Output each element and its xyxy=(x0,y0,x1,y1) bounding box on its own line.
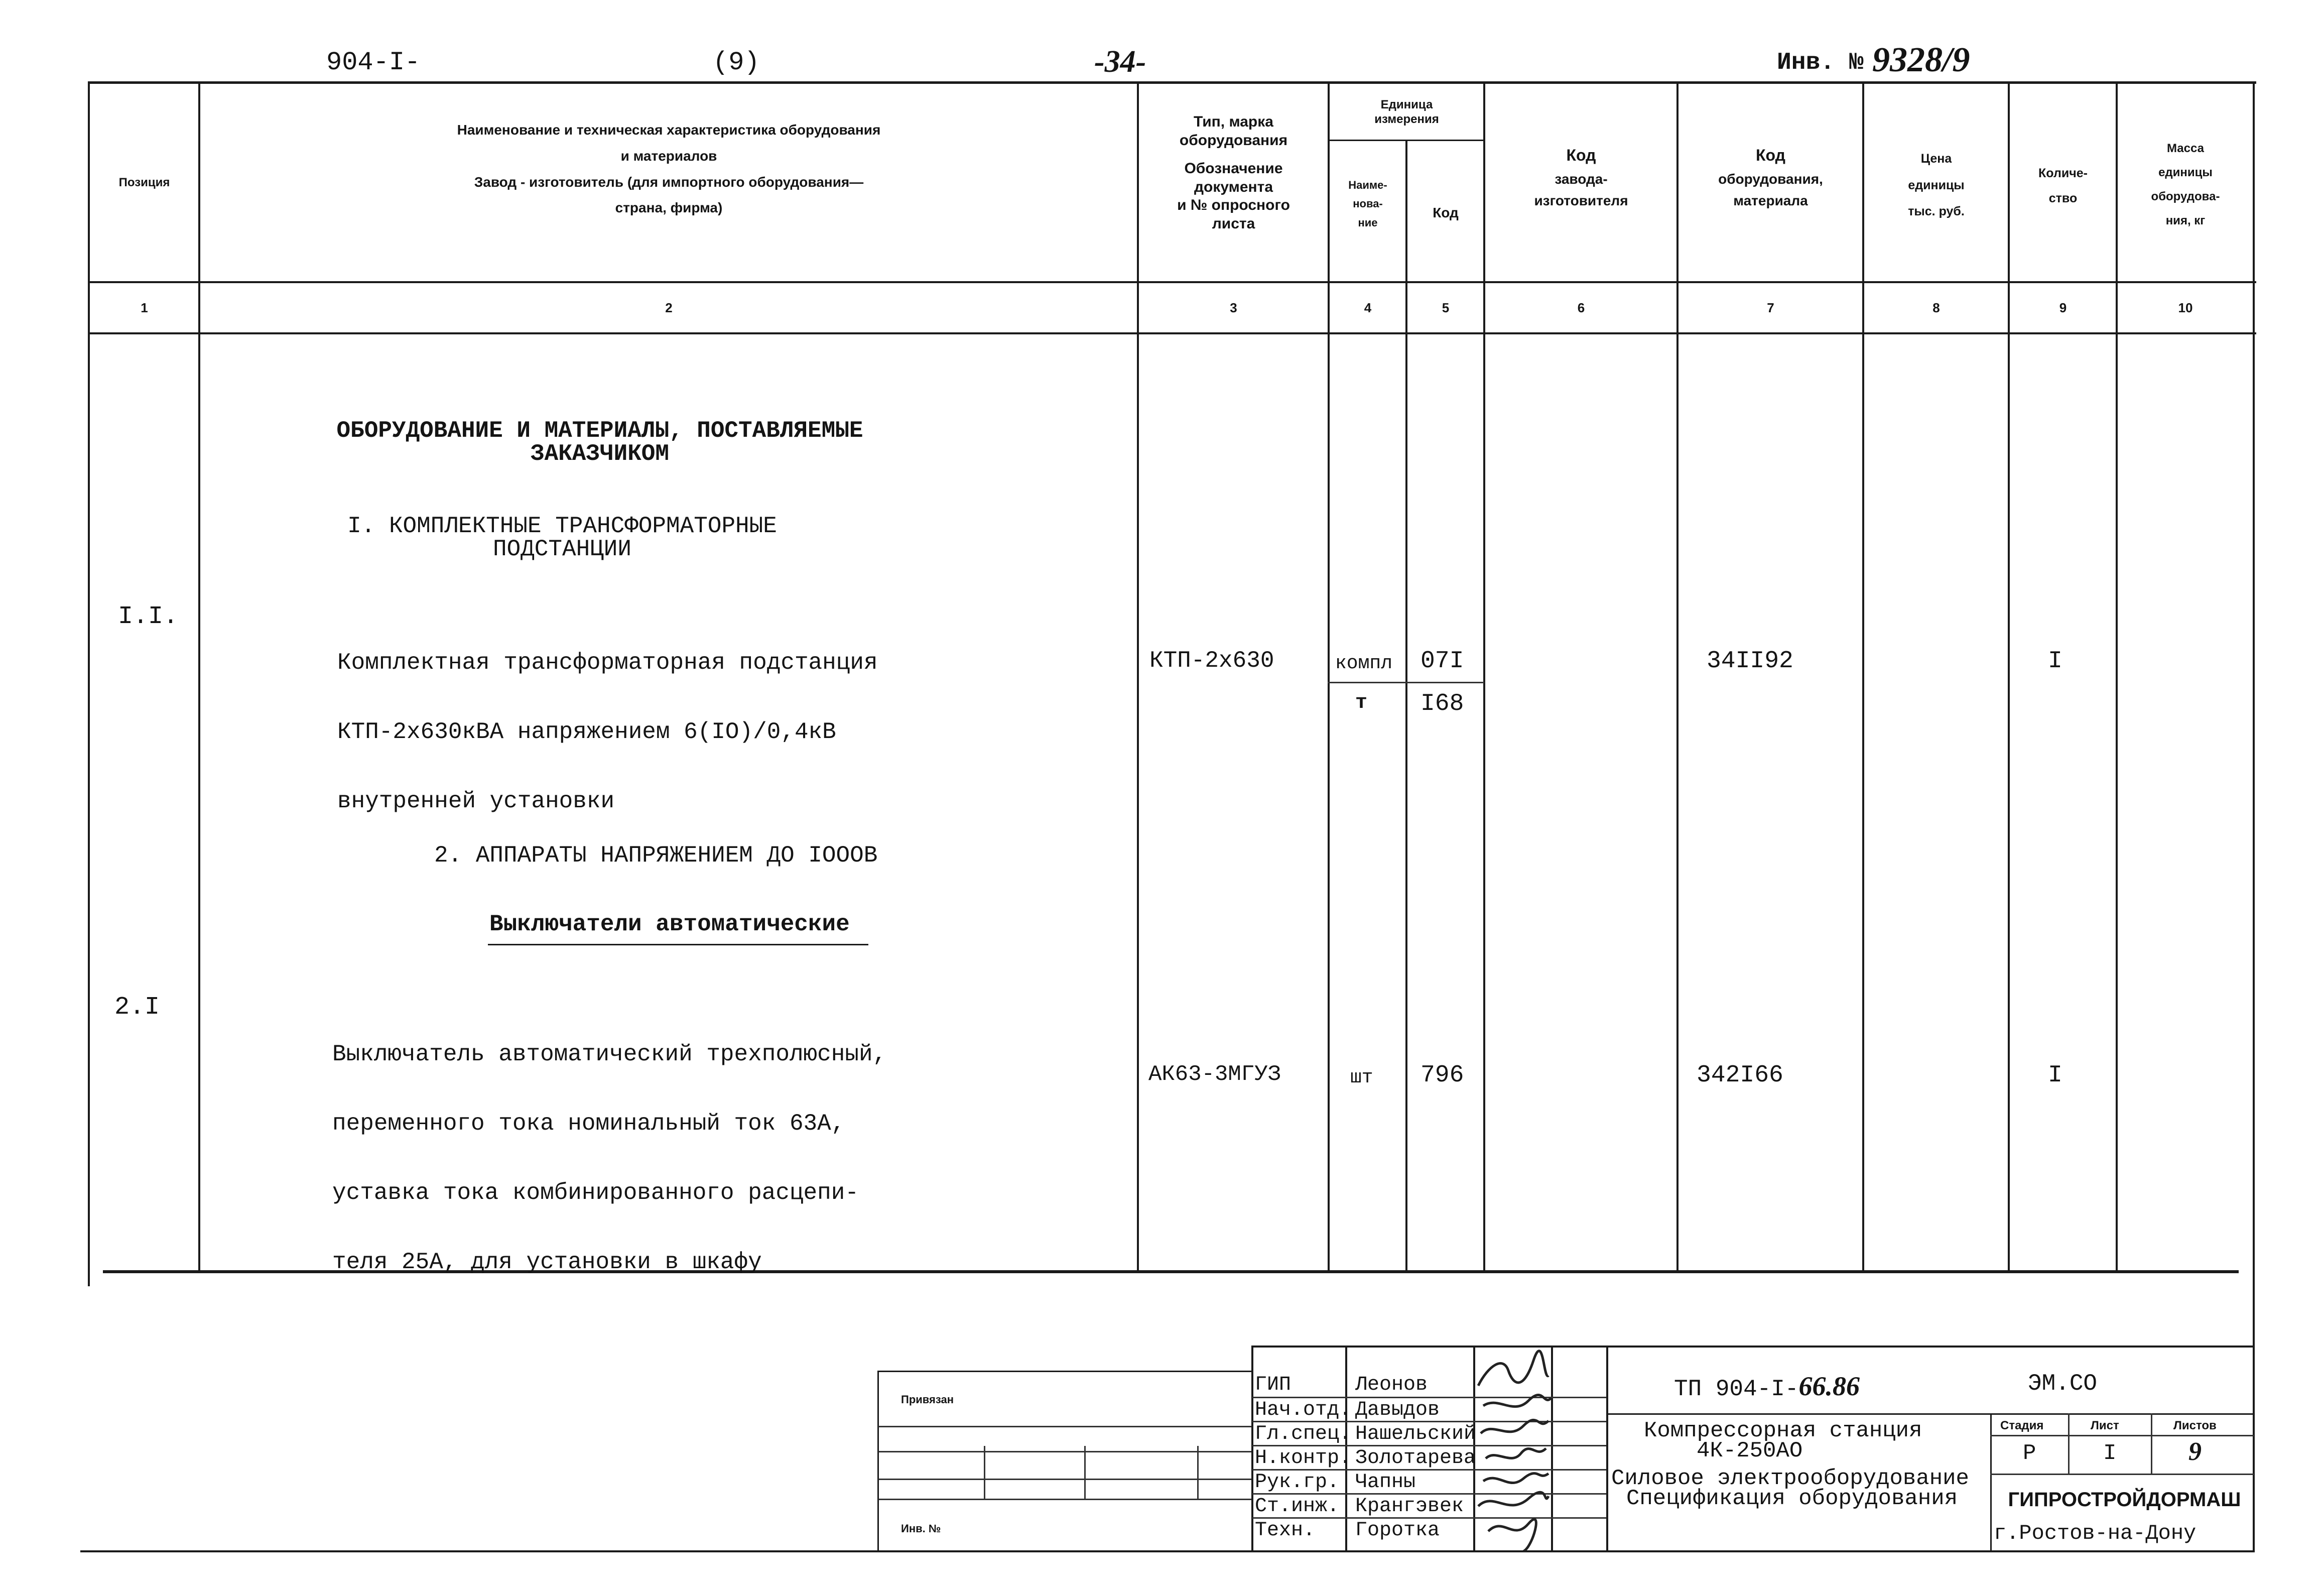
header-unit-line-2: измерения xyxy=(1374,112,1439,126)
row-1-desc-line-2: КТП-2х630кВА напряжением 6(IO)/0,4кВ xyxy=(337,719,836,745)
row-2-description xyxy=(332,997,886,1297)
role-0: ГИП xyxy=(1255,1374,1292,1396)
section-title-line-2: ЗАКАЗЧИКОМ xyxy=(530,441,670,467)
row-2-desc-line-1: Выключатель автоматический трехполюсный, xyxy=(332,1041,887,1067)
sheets-value: 9 xyxy=(2188,1437,2202,1466)
header-unit-code: Код xyxy=(1433,205,1459,220)
role-5: Ст.инж. xyxy=(1255,1495,1340,1518)
row-2-desc-line-2: переменного тока номинальный ток 63А, xyxy=(332,1111,845,1137)
header-eq-line-1: Код xyxy=(1756,146,1785,164)
stamp-top xyxy=(1252,1346,2254,1348)
header-name-line-3: Завод - изготовитель (для импортного оборудования— xyxy=(474,174,864,190)
header-unit-name-line-1: Наиме- xyxy=(1348,179,1387,191)
row-1-equipment-code: 34II92 xyxy=(1707,648,1793,675)
colnum-bottom-border xyxy=(88,332,2256,334)
row-1-description xyxy=(337,605,878,836)
title-line-2: 4К-250АО xyxy=(1697,1438,1803,1463)
header-eq-line-2: оборудования, xyxy=(1718,171,1823,187)
col-border-4 xyxy=(1405,141,1407,1270)
name-4: Чапны xyxy=(1355,1471,1416,1494)
row-1-quantity: I xyxy=(2048,648,2062,675)
header-quantity xyxy=(2010,161,2116,211)
header-type xyxy=(1139,113,1328,233)
subsection-2-title: 2. АППАРАТЫ НАПРЯЖЕНИЕМ ДО IOOOВ xyxy=(434,842,878,869)
row-2-desc-line-4: теля 25А, для установки в шкафу xyxy=(332,1249,762,1275)
role-6: Техн. xyxy=(1255,1519,1316,1542)
page-bottom-border xyxy=(80,1550,2254,1552)
signature-scribbles xyxy=(1473,1346,1554,1551)
section-title xyxy=(201,419,999,465)
header-eq-line-3: материала xyxy=(1733,192,1808,208)
document-code-handwritten: 66.86 xyxy=(1798,1371,1860,1401)
header-type-line-5: и № опросного xyxy=(1177,197,1290,214)
name-5: Крангэвек xyxy=(1355,1495,1464,1518)
row-1-desc-line-3: внутренней установки xyxy=(337,788,615,814)
organization-city: г.Ростов-на-Дону xyxy=(1994,1521,2197,1545)
header-name-line-1: Наименование и техническая характеристика оборудования xyxy=(457,122,881,138)
header-mass-line-3: оборудова- xyxy=(2151,190,2220,203)
row-2-desc-line-3: уставка тока комбинированного расцепи- xyxy=(332,1180,859,1206)
privyazan-line-2 xyxy=(878,1451,1252,1452)
colnum-10: 10 xyxy=(2178,300,2193,315)
row-2-quantity: I xyxy=(2048,1062,2062,1089)
role-2: Гл.спец. xyxy=(1255,1423,1352,1445)
row-1-unit-1: компл xyxy=(1335,653,1393,674)
document-code-prefix: ТП 904-I- xyxy=(1674,1376,1799,1402)
row-2-unit: шт xyxy=(1350,1067,1373,1088)
sheets-label: Листов xyxy=(2173,1419,2217,1432)
title-line-1: Компрессорная станция xyxy=(1644,1418,1922,1443)
header-mass xyxy=(2118,137,2253,233)
row-1-unit-divider xyxy=(1328,682,1484,683)
name-1: Давыдов xyxy=(1355,1399,1440,1421)
header-price-line-2: единицы xyxy=(1908,178,1965,192)
privyazan-col-3 xyxy=(1197,1446,1199,1499)
header-bottom-border xyxy=(88,281,2256,283)
header-unit xyxy=(1330,98,1483,127)
row-2-type: АК63-3МГУЗ xyxy=(1148,1062,1281,1087)
series-code: 904-I- xyxy=(326,48,421,77)
title-block-stage-col-1 xyxy=(2068,1413,2070,1474)
title-block-divider xyxy=(1990,1413,1992,1551)
row-1-unit-2: т xyxy=(1355,692,1368,714)
colnum-4: 4 xyxy=(1364,300,1372,315)
title-line-3: Силовое электрооборудование xyxy=(1611,1466,1969,1491)
row-2-equipment-code: 342I66 xyxy=(1697,1062,1783,1089)
row-1-position: I.I. xyxy=(118,602,179,631)
subsection-2-subtitle: Выключатели автоматические xyxy=(489,911,850,937)
header-type-line-2: оборудования xyxy=(1179,132,1288,149)
header-type-line-3: Обозначение xyxy=(1184,160,1283,177)
stage-value: Р xyxy=(2023,1441,2036,1466)
row-2-code: 796 xyxy=(1421,1062,1464,1089)
colnum-7: 7 xyxy=(1767,300,1774,315)
col-border-2 xyxy=(1137,81,1139,1271)
header-mass-line-2: единицы xyxy=(2158,166,2213,179)
stamp-col-date-right xyxy=(1606,1346,1608,1551)
table-top-border xyxy=(88,81,2256,84)
inventory-number: 9328/9 xyxy=(1872,41,1970,79)
role-1: Нач.отд. xyxy=(1255,1399,1352,1421)
sheet-number-parenthesized: (9) xyxy=(713,48,760,77)
header-equipment-code xyxy=(1679,143,1862,211)
document-code xyxy=(1674,1371,1860,1402)
colnum-1: 1 xyxy=(141,300,148,315)
name-3: Золотарева xyxy=(1355,1447,1476,1470)
subsection-2-underline xyxy=(488,944,868,945)
row-1-code-1: 07I xyxy=(1421,648,1464,675)
stage-label: Стадия xyxy=(2000,1419,2044,1432)
title-block-stage-line-2 xyxy=(1990,1474,2254,1475)
col-border-1 xyxy=(198,81,200,1271)
title-line-4: Спецификация оборудования xyxy=(1626,1486,1958,1511)
header-position: Позиция xyxy=(118,176,170,189)
name-0: Леонов xyxy=(1355,1374,1428,1396)
header-mfr-line-2: завода- xyxy=(1555,171,1608,187)
privyazan-col-2 xyxy=(1084,1446,1086,1499)
subsection-1-title xyxy=(291,515,833,561)
colnum-6: 6 xyxy=(1577,300,1585,315)
header-qty-line-2: ство xyxy=(2048,191,2078,205)
col-border-0 xyxy=(88,81,90,1286)
header-mass-line-1: Масса xyxy=(2167,142,2204,155)
col-border-9 xyxy=(2116,81,2118,1271)
organization-name: ГИПРОСТРОЙДОРМАШ xyxy=(2008,1489,2241,1511)
header-price-line-1: Цена xyxy=(1920,152,1952,166)
header-type-line-1: Тип, марка xyxy=(1194,113,1273,130)
col-border-6 xyxy=(1676,81,1679,1271)
colnum-9: 9 xyxy=(2059,300,2067,315)
page-number: -34- xyxy=(1094,45,1146,79)
header-name-line-4: страна, фирма) xyxy=(615,200,723,216)
privyazan-line-4 xyxy=(878,1499,1252,1500)
name-2: Нашельский xyxy=(1355,1423,1476,1445)
sheet-label: Лист xyxy=(2091,1419,2119,1432)
header-type-line-4: документа xyxy=(1194,178,1273,195)
row-1-code-2: I68 xyxy=(1421,690,1464,717)
colnum-2: 2 xyxy=(665,300,673,315)
title-block-line-1 xyxy=(1606,1413,2254,1415)
header-mfr-line-3: изготовителя xyxy=(1534,192,1628,208)
header-name-line-2: и материалов xyxy=(620,148,717,164)
privyazan-left xyxy=(877,1371,879,1550)
inventory-label: Инв. № xyxy=(1777,49,1864,76)
privyazan-label: Привязан xyxy=(901,1393,954,1406)
privyazan-line-3 xyxy=(878,1479,1252,1480)
header-mfr-line-1: Код xyxy=(1566,146,1596,164)
privyazan-col-1 xyxy=(984,1446,985,1499)
header-manufacturer-code xyxy=(1486,143,1676,211)
header-type-line-6: листа xyxy=(1212,215,1255,232)
header-qty-line-1: Количе- xyxy=(2038,166,2088,180)
privyazan-top xyxy=(878,1371,1252,1372)
subsection-1-line-1: I. КОМПЛЕКТНЫЕ ТРАНСФОРМАТОРНЫЕ xyxy=(347,513,777,539)
header-unit-name xyxy=(1330,176,1405,232)
privyazan-inv-label: Инв. № xyxy=(901,1522,941,1535)
row-1-type: КТП-2х630 xyxy=(1149,648,1274,674)
col-border-8 xyxy=(2008,81,2010,1271)
header-mass-line-4: ния, кг xyxy=(2165,214,2206,227)
subsection-1-line-2: ПОДСТАНЦИИ xyxy=(492,536,632,562)
header-price xyxy=(1865,146,2008,225)
header-unit-line-1: Единица xyxy=(1380,98,1433,111)
colnum-5: 5 xyxy=(1442,300,1450,315)
colnum-8: 8 xyxy=(1932,300,1940,315)
role-4: Рук.гр. xyxy=(1255,1471,1340,1494)
title-block-stage-col-2 xyxy=(2151,1413,2152,1474)
colnum-3: 3 xyxy=(1230,300,1237,315)
sheet-value: I xyxy=(2103,1441,2117,1466)
privyazan-line-1 xyxy=(878,1426,1252,1427)
header-price-line-3: тыс. руб. xyxy=(1908,204,1965,218)
stamp-col-role-left xyxy=(1251,1346,1253,1551)
section-title-line-1: ОБОРУДОВАНИЕ И МАТЕРИАЛЫ, ПОСТАВЛЯЕМЫЕ xyxy=(336,418,863,444)
name-6: Горотка xyxy=(1355,1519,1440,1542)
unit-subheader-border xyxy=(1328,140,1484,141)
document-mark: ЭМ.СО xyxy=(2028,1371,2098,1397)
col-border-10 xyxy=(2253,81,2255,1552)
row-1-desc-line-1: Комплектная трансформаторная подстанция xyxy=(337,650,878,676)
row-2-position: 2.I xyxy=(114,993,160,1022)
header-unit-name-line-3: ние xyxy=(1358,216,1378,229)
title-block-stage-line xyxy=(1990,1435,2254,1436)
col-border-5 xyxy=(1483,81,1485,1271)
col-border-3 xyxy=(1328,81,1330,1271)
header-unit-name-line-2: нова- xyxy=(1353,197,1383,210)
header-name xyxy=(201,120,1137,217)
role-3: Н.контр. xyxy=(1255,1447,1352,1470)
col-border-7 xyxy=(1862,81,1864,1271)
